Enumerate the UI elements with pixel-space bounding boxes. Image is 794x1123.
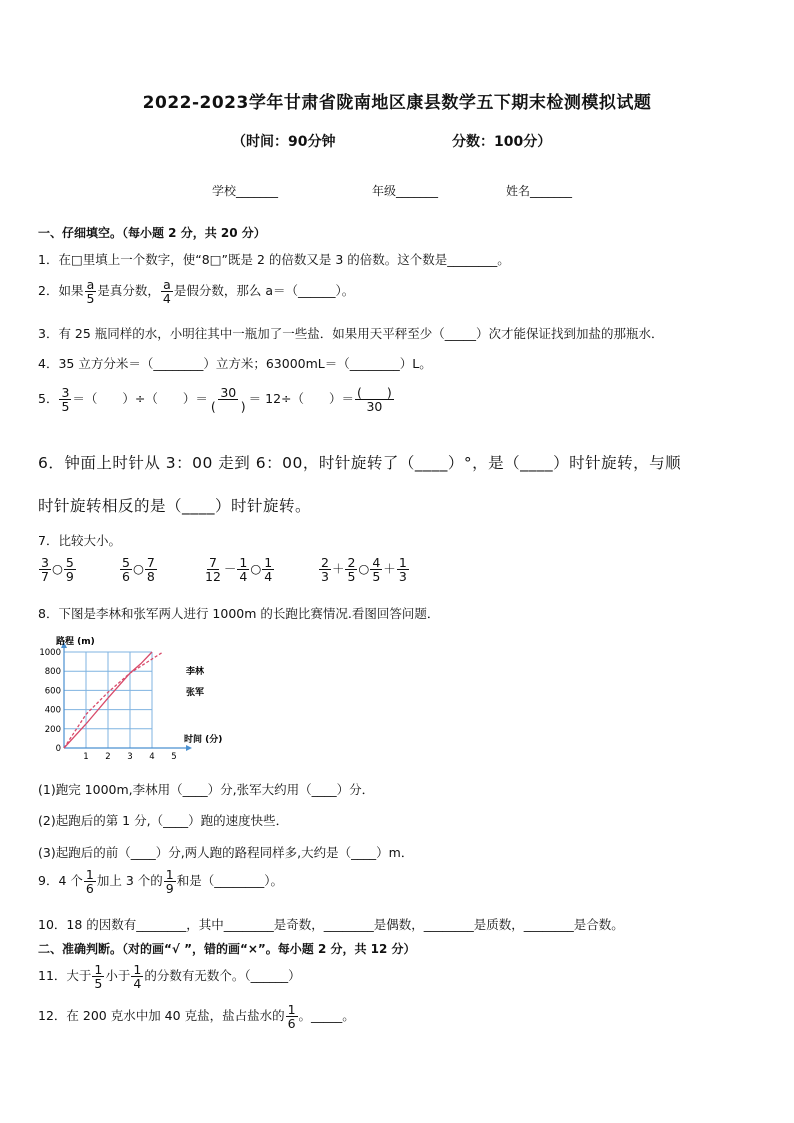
question-8-sub-2: (2)起跑后的第 1 分,（____）跑的速度快些．: [38, 813, 289, 828]
q9-fraction-1-6: $\frac{1}{6}$: [85, 867, 94, 897]
question-3: 3．有 25 瓶同样的水，小明往其中一瓶加了一些盐．如果用天平秤至少（_____）次才能保证找到加盐的那瓶水．: [38, 326, 664, 341]
q2-text-mid: 是真分数，: [97, 283, 160, 299]
chart-axes: [61, 642, 192, 751]
question-5: [38, 386, 395, 413]
question-1: 1．在□里填上一个数字，使“8□”既是 2 的倍数又是 3 的倍数。这个数是________。: [38, 252, 510, 267]
compare-item-2: [119, 556, 158, 583]
y-tick-label: 800: [44, 667, 61, 678]
question-4: 4．35 立方分米＝（________）立方米；63000mL＝（________）L。: [38, 356, 432, 371]
q12-text-pre: 12．在 200 克水中加 40 克盐，盐占盐水的: [38, 1008, 285, 1024]
fraction: $\frac{1}{3}$: [398, 555, 407, 585]
x-tick-label: 2: [105, 752, 111, 762]
q11-text-post: 的分数有无数个。（______）: [144, 968, 301, 984]
question-11: [38, 963, 301, 990]
question-9: [38, 868, 283, 895]
q11-fraction-1-4: $\frac{1}{4}$: [133, 962, 142, 992]
plus-sign: ＋: [331, 561, 345, 577]
q12-text-post: 。_____。: [298, 1008, 355, 1024]
q2-text-pre: 2．如果: [38, 283, 84, 299]
chart-legend-lilin: 李林: [186, 667, 205, 677]
q9-fraction-1-9: $\frac{1}{9}$: [165, 867, 174, 897]
x-axis-arrow-icon: [186, 745, 192, 751]
fraction: $\frac{2}{3}$: [321, 555, 329, 585]
y-tick-label: 200: [44, 724, 61, 735]
compare-circle: ○: [250, 561, 262, 577]
race-line-chart: [34, 632, 244, 767]
q2-fraction-a5: $\frac{a}{5}$: [86, 277, 95, 307]
x-tick-label: 1: [83, 752, 89, 762]
y-tick-label: 400: [44, 705, 61, 716]
q5-fraction-blank-30: $\frac{( )}{30}$: [357, 385, 392, 415]
q5-text-b: ＝ 12÷（ ）＝: [248, 391, 355, 407]
x-tick-label: 3: [127, 752, 133, 762]
question-8-sub-1: (1)跑完 1000m,李林用（____）分,张军大约用（____）分．: [38, 782, 375, 797]
compare-item-4: [318, 556, 410, 583]
question-8-sub-3: (3)起跑后的前（____）分,两人跑的路程同样多,大约是（____）m．: [38, 845, 414, 860]
question-6-line-1: 6．钟面上时针从 3：00 走到 6：00，时针旋转了（____）°，是（____）时针旋转，与顺: [38, 454, 682, 472]
q11-text-pre: 11．大于: [38, 968, 92, 984]
chart-y-axis-label: 路程 (m): [56, 637, 95, 647]
q9-text-pre: 9．4 个: [38, 873, 83, 889]
chart-x-axis-label: 时间 (分): [184, 735, 223, 745]
fraction: $\frac{5}{6}$: [122, 555, 130, 585]
q9-text-mid: 加上 3 个的: [96, 873, 163, 889]
compare-item-1: [38, 556, 77, 583]
q11-fraction-1-5: $\frac{1}{5}$: [94, 962, 103, 992]
x-tick-label: 5: [171, 752, 177, 762]
chart-legend-zhangjun: 张军: [186, 688, 205, 698]
exam-time: （时间：90分钟: [232, 134, 336, 150]
compare-circle: ○: [358, 561, 370, 577]
question-2: [38, 278, 354, 305]
fraction: $\frac{3}{7}$: [41, 555, 49, 585]
school-field: 学校_______: [212, 184, 279, 198]
question-8: 8．下图是李林和张军两人进行 1000m 的长跑比赛情况.看图回答问题．: [38, 606, 440, 621]
section-2-heading: 二、准确判断。（对的画“√ ”，错的画“×”。每小题 2 分，共 12 分）: [38, 942, 416, 956]
x-tick-label: 4: [149, 752, 155, 762]
question-10: 10．18 的因数有________，其中________是奇数，________是偶数，________是质数，________是合数。: [38, 917, 624, 932]
plus-sign: ＋: [383, 561, 396, 577]
fraction: $\frac{4}{5}$: [372, 555, 381, 585]
minus-sign: －: [223, 561, 237, 577]
fraction: $\frac{1}{4}$: [239, 555, 248, 585]
page-title: 2022-2023学年甘肃省陇南地区康县数学五下期末检测模拟试题: [142, 93, 652, 113]
q2-text-post: 是假分数，那么 a＝（______）。: [173, 283, 355, 299]
fraction: $\frac{7}{12}$: [205, 555, 221, 585]
section-1-heading: 一、仔细填空。（每小题 2 分，共 20 分）: [38, 226, 266, 240]
y-tick-label: 1000: [39, 648, 61, 658]
y-tick-label: 600: [44, 686, 61, 697]
fraction: $\frac{5}{9}$: [65, 555, 74, 585]
chart-series: [64, 652, 163, 748]
q11-text-mid: 小于: [105, 968, 131, 984]
series-line-1: [64, 652, 163, 748]
exam-score: 分数：100分）: [452, 134, 552, 150]
q12-fraction-1-6: $\frac{1}{6}$: [287, 1002, 296, 1032]
compare-circle: ○: [51, 561, 63, 577]
q2-fraction-a4: $\frac{a}{4}$: [162, 277, 171, 307]
question-6-line-2: 时针旋转相反的是（____）时针旋转。: [38, 497, 312, 515]
name-field: 姓名_______: [506, 184, 573, 198]
fraction: $\frac{1}{4}$: [264, 555, 273, 585]
question-12: [38, 1003, 355, 1030]
q5-number: 5．: [38, 391, 59, 407]
compare-circle: ○: [132, 561, 144, 577]
y-tick-label: 0: [55, 744, 61, 754]
compare-item-3: [202, 556, 275, 583]
q5-fraction-30-blank: $\frac{30}{( )}$: [210, 385, 246, 415]
fraction: $\frac{2}{5}$: [347, 555, 356, 585]
q5-text-a: ＝（ ）÷（ ）＝: [72, 391, 208, 407]
q5-fraction-3-5: $\frac{3}{5}$: [61, 385, 70, 415]
question-7: 7．比较大小。: [38, 533, 121, 548]
q9-text-post: 和是（________）。: [176, 873, 283, 889]
grade-field: 年级_______: [372, 184, 439, 198]
fraction: $\frac{7}{8}$: [146, 555, 155, 585]
